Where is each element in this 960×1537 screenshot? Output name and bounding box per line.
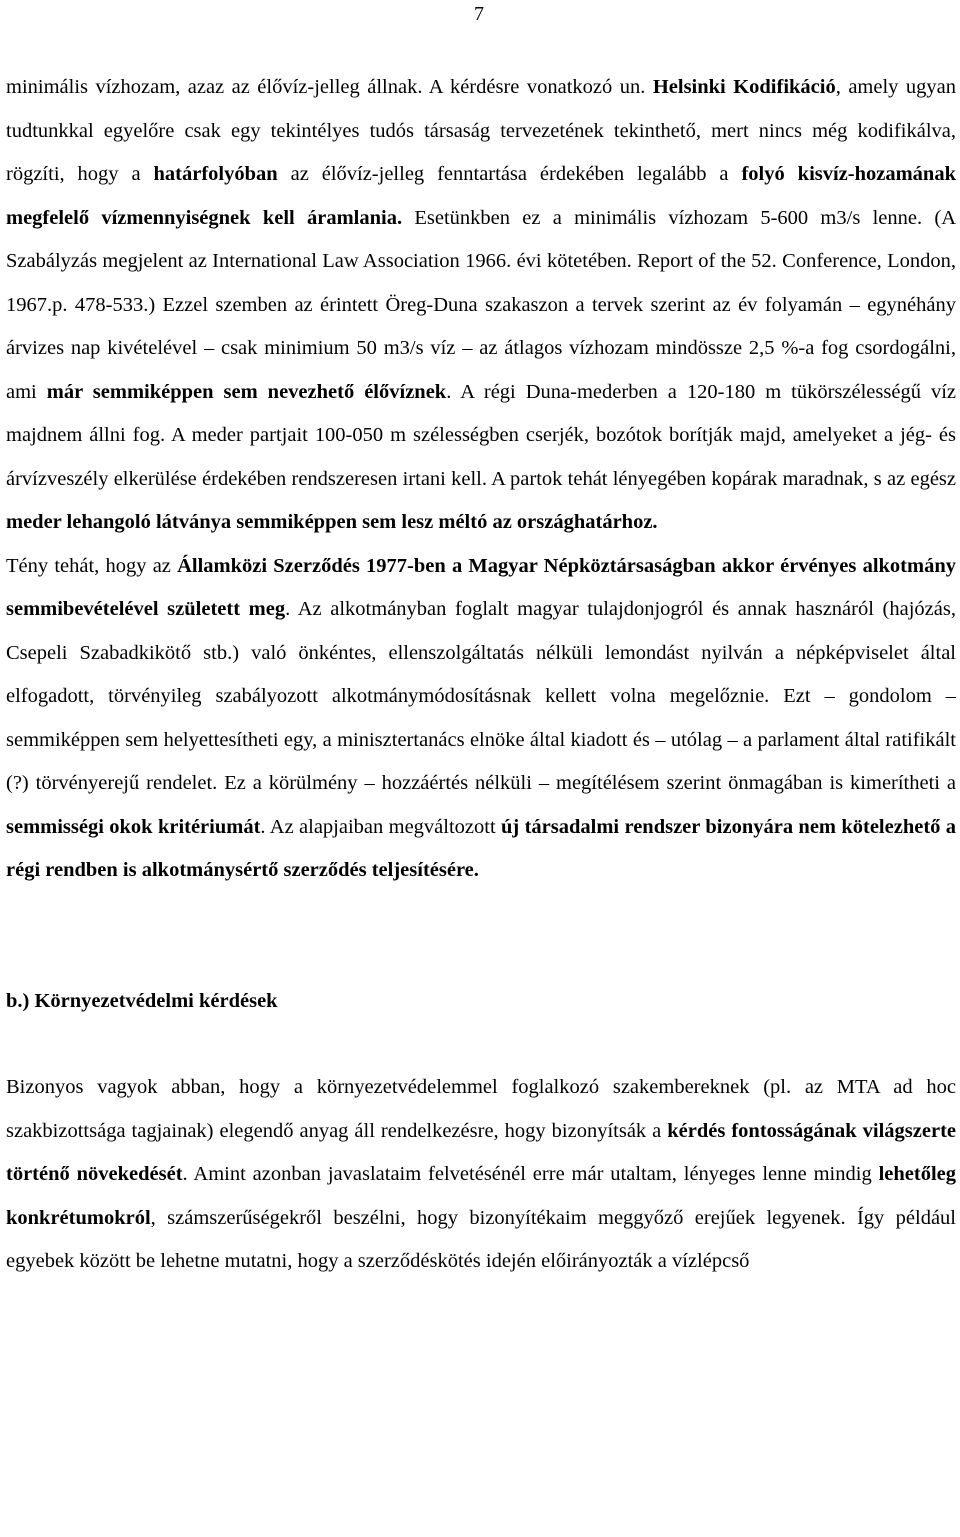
paragraph-helsinki-codification	[6, 66, 956, 545]
spacer	[6, 893, 956, 980]
bold-text: kérdés fontosságának világszerte történő növekedését	[6, 1119, 956, 1185]
text-run: . Az alapjaiban megváltozott	[260, 815, 502, 838]
paragraph-interstate-treaty	[6, 545, 956, 893]
document-body	[6, 66, 956, 1284]
text-run: . Az alkotmányban foglalt magyar tulajdonjogról és annak hasznáról (hajózás, Csepeli Szabadkikötő stb.) való önkéntes, ellenszolgáltatás nélküli lemondást nyilván a népképviselet által elfogadott, törvényileg szabályozott alkotmánymódosításnak kellett volna megelőznie. Ezt – gondolom – semmiképpen sem helyettesítheti egy, a minisztertanács elnöke által kiadott és – utólag – a parlament által ratifikált (?) törvényerejű rendelet. Ez a körülmény – hozzáértés nélküli – megítélésem szerint önmagában is kimerítheti a	[6, 598, 956, 794]
page-number: 7	[474, 3, 484, 25]
bold-text: már semmiképpen sem nevezhető élővíznek	[46, 380, 447, 403]
bold-text: Államközi Szerződés 1977-ben a Magyar Népköztársaságban akkor érvényes alkotmány semmibevételével született meg	[6, 554, 956, 620]
text-run: Esetünkben ez a minimális vízhozam 5-600 m3/s lenne. (A Szabályzás megjelent az International Law Association 1966. évi kötetében. Report of the 52. Conference, London, 1967.p. 478-533.) Ezzel szemben az érintett Öreg-Duna szakaszon a tervek szerint az év folyamán – egynéhány árvizes nap kivételével – csak minimium 50 m3/s víz – az átlagos vízhozam mindössze 2,5 %-a fog csordogálni, ami	[6, 206, 956, 403]
text-run: . Amint azonban javaslataim felvetésénél erre már utaltam, lényeges lenne mindig	[182, 1163, 879, 1185]
bold-text: határfolyóban	[153, 163, 278, 185]
text-run: . A régi Duna-mederben a 120-180 m tükörszélességű víz majdnem állni fog. A meder partjait 100-050 m szélességben cserjék, bozótok borítják majd, amelyeket a jég- és árvízveszély elkerülése érdekében rendszeresen irtani kell. A partok tehát lényegében kopárak maradnak, s az egész	[6, 380, 956, 490]
text-run: , amely ugyan tudtunkkal egyelőre csak egy tekintélyes tudós társaság tervezetének tekinthető, mert nincs még kodifikálva, rögzíti, hogy a	[6, 76, 956, 185]
text-run: Tény tehát, hogy az	[6, 554, 178, 577]
bold-text: Helsinki Kodifikáció	[652, 76, 836, 98]
bold-text: lehetőleg konkrétumokról	[6, 1163, 956, 1229]
bold-text: új társadalmi rendszer bizonyára nem kötelezhető a régi rendben is alkotmánysértő szerződés teljesítésére.	[6, 815, 957, 881]
paragraph-environmental	[6, 1066, 956, 1284]
text-run: az élővíz-jelleg fenntartása érdekében legalább a	[277, 163, 742, 185]
bold-text: folyó kisvíz-hozamának megfelelő vízmennyiségnek kell áramlania.	[6, 163, 956, 229]
bold-text: semmisségi okok kritériumát	[6, 815, 261, 838]
text-run: minimális vízhozam, azaz az élővíz-jelleg állnak. A kérdésre vonatkozó un.	[6, 76, 653, 98]
section-heading: b.) Környezetvédelmi kérdések	[6, 989, 278, 1012]
bold-text: meder lehangoló látványa semmiképpen sem lesz méltó az országhatárhoz.	[6, 511, 658, 533]
spacer	[6, 1023, 956, 1066]
text-run: Bizonyos vagyok abban, hogy a környezetvédelemmel foglalkozó szakembereknek (pl. az MTA ad hoc szakbizottsága tagjainak) elegendő anyag áll rendelkezésre, hogy bizonyítsák a	[6, 1076, 956, 1142]
text-run: , számszerűségekről beszélni, hogy bizonyítékaim meggyőző erejűek legyenek. Így például egyebek között be lehetne mutatni, hogy a szerződéskötés idején előirányozták a vízlépcső	[6, 1206, 956, 1272]
